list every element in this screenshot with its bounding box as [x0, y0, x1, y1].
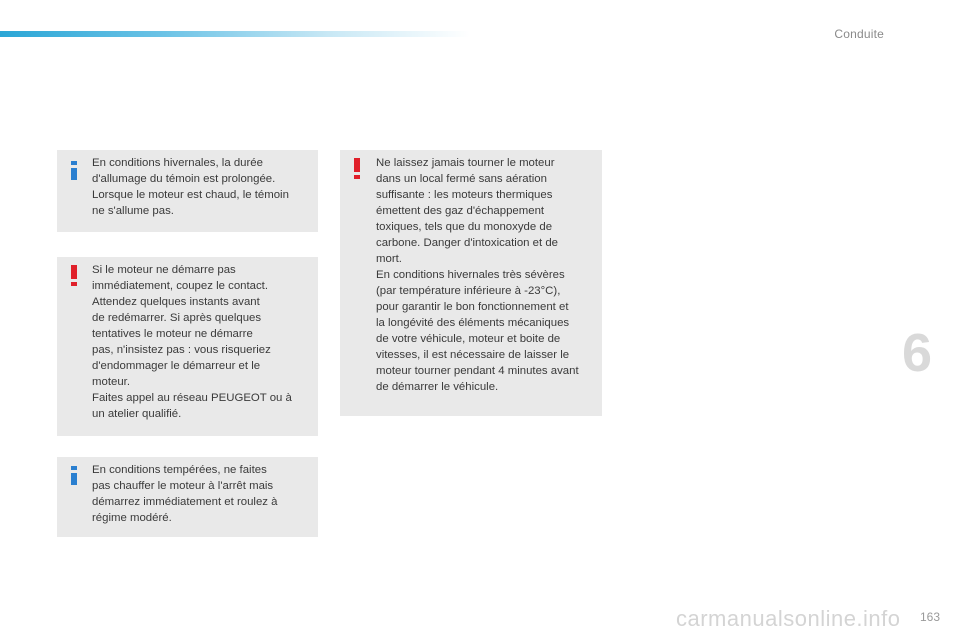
note-line: de démarrer le véhicule. [376, 381, 499, 393]
note-line: d'allumage du témoin est prolongée. [92, 173, 276, 185]
section-title: Conduite [834, 27, 884, 41]
note-line: En conditions hivernales, la durée [92, 157, 263, 169]
note-line: mort. [376, 253, 402, 265]
note-text [92, 262, 314, 422]
info-note-temperate-conditions [57, 457, 318, 537]
note-line: carbone. Danger d'intoxication et de [376, 237, 559, 249]
note-line: vitesses, il est nécessaire de laisser le [376, 349, 570, 361]
note-line: démarrez immédiatement et roulez à [92, 496, 278, 508]
page-number: 163 [919, 610, 940, 624]
note-text [92, 155, 314, 219]
note-line: Si le moteur ne démarre pas [92, 264, 236, 276]
note-line: pas, n'insistez pas : vous risqueriez [92, 344, 271, 356]
note-line: En conditions hivernales très sévères [376, 269, 565, 281]
note-line: (par température inférieure à -23°C), [376, 285, 561, 297]
note-line: un atelier qualifié. [92, 408, 182, 420]
note-line: immédiatement, coupez le contact. [92, 280, 269, 292]
note-line: tentatives le moteur ne démarre [92, 328, 253, 340]
watermark: carmanualsonline.info [676, 606, 901, 631]
note-line: la longévité des éléments mécaniques [376, 317, 570, 329]
note-line: pas chauffer le moteur à l'arrêt mais [92, 480, 274, 492]
note-line: émettent des gaz d'échappement [376, 205, 545, 217]
note-line: d'endommager le démarreur et le [92, 360, 261, 372]
note-line: Faites appel au réseau PEUGEOT ou à [92, 392, 292, 404]
note-line: régime modéré. [92, 512, 172, 524]
note-line: Ne laissez jamais tourner le moteur [376, 157, 555, 169]
note-line: Lorsque le moteur est chaud, le témoin [92, 189, 289, 201]
note-line: pour garantir le bon fonctionnement et [376, 301, 569, 313]
note-line: Attendez quelques instants avant [92, 296, 260, 308]
note-line: ne s'allume pas. [92, 205, 174, 217]
header-accent-bar [0, 31, 470, 37]
info-note-winter-indicator [57, 150, 318, 232]
note-line: moteur tourner pendant 4 minutes avant [376, 365, 579, 377]
note-text [376, 155, 600, 395]
note-line: suffisante : les moteurs thermiques [376, 189, 553, 201]
note-line: dans un local fermé sans aération [376, 173, 547, 185]
note-line: de redémarrer. Si après quelques [92, 312, 262, 324]
warning-note-engine-start [57, 257, 318, 436]
note-line: toxiques, tels que du monoxyde de [376, 221, 553, 233]
note-text [92, 462, 314, 526]
warning-note-closed-room [340, 150, 602, 416]
note-line: moteur. [92, 376, 130, 388]
chapter-number: 6 [902, 323, 933, 383]
note-line: En conditions tempérées, ne faites [92, 464, 267, 476]
note-line: de votre véhicule, moteur et boite de [376, 333, 561, 345]
